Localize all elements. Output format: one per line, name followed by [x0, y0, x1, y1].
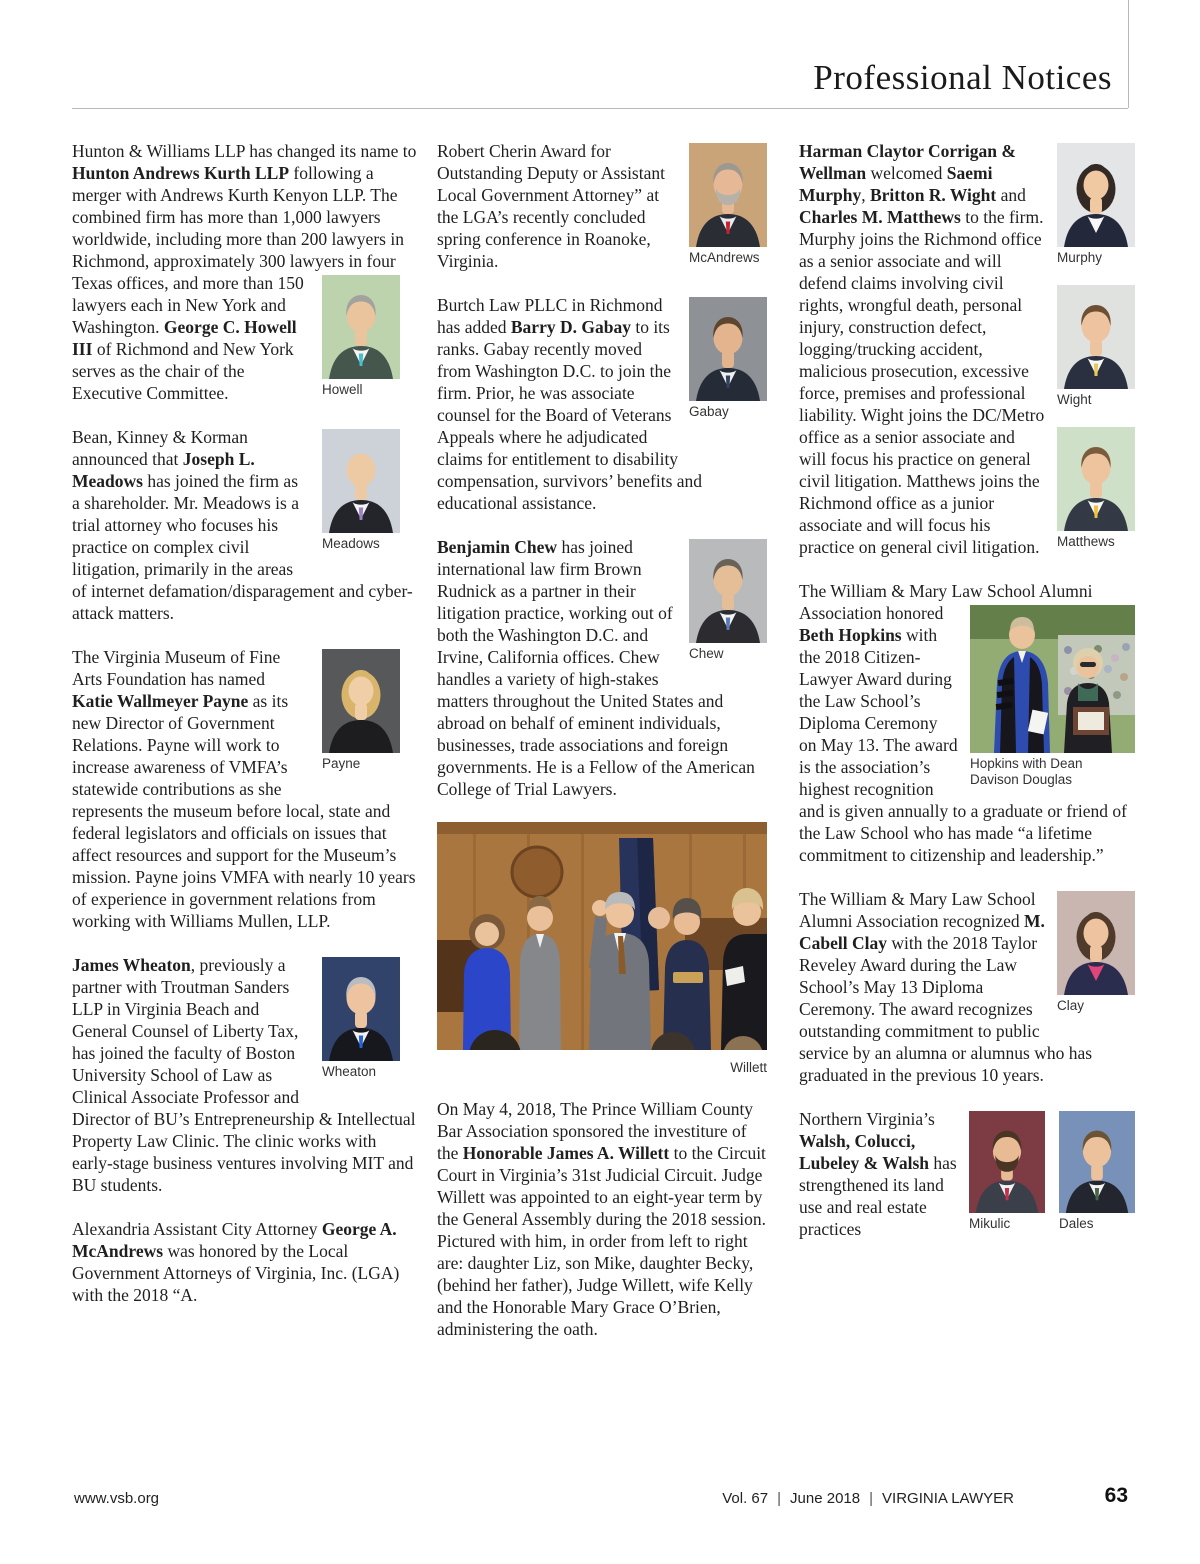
headshot-murphy — [1057, 143, 1135, 266]
headshot-photo-matthews — [1057, 427, 1135, 531]
person-name: Joseph L. Meadows — [72, 449, 255, 491]
person-name: Barry D. Gabay — [510, 317, 631, 337]
notice-text: with the 2018 Taylor Reveley Award during the Law School’s May 13 Diploma Ceremony. The award recognizes outstanding commitment to public service by an alumna or alumnus who has graduated in the previous 10 years. — [799, 933, 1093, 1085]
photo-caption: Gabay — [689, 404, 729, 419]
notice-text: of Richmond and New York serves as the chair of the Executive Committee. — [72, 339, 294, 403]
notice-text: , — [861, 185, 870, 205]
footer-separator: | — [777, 1490, 782, 1507]
headshot-photo-wight — [1057, 285, 1135, 389]
photo-caption: Mikulic — [969, 1216, 1011, 1231]
notice-text: The William & Mary Law School Alumni Association recognized — [799, 889, 1036, 931]
person-name: Katie Wallmeyer Payne — [72, 691, 249, 711]
page-title: Professional Notices — [813, 58, 1112, 97]
notice-paragraph — [72, 954, 420, 1196]
investiture-photo-block — [437, 822, 767, 1076]
notice-paragraph — [799, 580, 1135, 866]
person-name: Honorable James A. Willett — [462, 1143, 670, 1163]
person-name: Benjamin Chew — [437, 537, 558, 557]
photo-caption: Willett — [730, 1060, 767, 1075]
footer-meta — [722, 1490, 1014, 1507]
notice-text: with the 2018 Citizen-Lawyer Award during the Law School’s Diploma Ceremony on May 13. The award is the association’s highest recognition and is given annually to a graduate or friend of the Law School who has made “a lifetime commitment to citizenship and leadership.” — [799, 625, 1128, 865]
notice-text: welcomed — [866, 163, 947, 183]
notice-text: Bean, Kinney & Korman announced that — [72, 427, 248, 469]
headshot-photo-chew — [689, 539, 767, 643]
footer-volume: Vol. 67 — [722, 1490, 769, 1507]
notice-paragraph — [799, 140, 1135, 558]
investiture-photo — [437, 822, 767, 1055]
person-name: Hunton Andrews Kurth LLP — [72, 163, 290, 183]
notice-text: to its ranks. Gabay recently moved from Washington D.C. to join the firm. Prior, he was associate counsel for the Board of Veterans Appeals where he adjudicated claims for entitlement to disability compensation, survivors’ benefits and educational assistance. — [437, 317, 703, 513]
photo-caption: Wight — [1057, 392, 1092, 407]
header-vertical-rule — [1128, 0, 1129, 108]
notice-text: and — [996, 185, 1026, 205]
column-2 — [437, 140, 767, 1362]
footer-issue: June 2018 — [790, 1490, 861, 1507]
notice-paragraph — [437, 294, 767, 514]
photo-caption: Chew — [689, 646, 724, 661]
notice-text: has joined the firm as a shareholder. Mr. Meadows is a trial attorney who focuses his practice on complex civil litigation, primarily in the areas of internet defamation/disparagement and cyber-attack matters. — [72, 471, 413, 623]
person-name: George A. McAndrews — [72, 1219, 397, 1261]
notice-paragraph — [437, 140, 767, 272]
headshot-wheaton — [322, 957, 400, 1080]
photo-caption: Wheaton — [322, 1064, 377, 1079]
person-name: Harman Claytor Corrigan & Wellman — [799, 141, 1016, 183]
notice-text: Robert Cherin Award for Outstanding Deputy or Assistant Local Government Attorney” at the LGA’s recently concluded spring conference in Roanoke, Virginia. — [437, 141, 665, 271]
photo-caption: Dales — [1059, 1216, 1094, 1231]
notice-paragraph — [72, 646, 420, 932]
notice-text: The Virginia Museum of Fine Arts Foundation has named — [72, 647, 281, 689]
person-name: Beth Hopkins — [799, 625, 902, 645]
photo-caption: McAndrews — [689, 250, 760, 265]
person-name: Saemi Murphy — [799, 163, 993, 205]
headshot-mcandrews — [689, 143, 767, 266]
headshot-photo-mcandrews — [689, 143, 767, 247]
notice-text: following a merger with Andrews Kurth Kenyon LLP. The combined firm has more than 1,000 lawyers worldwide, including more than 200 lawyers in Richmond, approximately 300 lawyers in — [72, 163, 404, 271]
headshot-howell — [322, 275, 400, 398]
headshot-meadows — [322, 429, 400, 552]
photo-caption: Clay — [1057, 998, 1085, 1013]
photo-caption: Hopkins with Dean Davison Douglas — [970, 756, 1083, 787]
headshot-wight — [1057, 285, 1135, 408]
notice-text: Hunton & Williams LLP has changed its name to — [72, 141, 417, 161]
notice-text: , previously a partner with Troutman Sanders LLP in Virginia Beach and General Counsel of Liberty Tax, has joined the faculty of Boston University School of Law as Clinical Associate Professor and Director of BU’s Entrepreneurship & Intellectual Property Law Clinic. The clinic works with early-stage business ventures involving MIT and BU students. — [72, 955, 416, 1195]
person-name: James Wheaton — [72, 955, 191, 975]
graduation-photo-figure — [970, 605, 1135, 788]
notice-text: Northern Virginia’s — [799, 1109, 935, 1129]
footer-publication: VIRGINIA LAWYER — [882, 1490, 1014, 1507]
headshot-photo-dales — [1059, 1111, 1135, 1213]
notice-text: The William & Mary Law School Alumni Association honored — [799, 581, 1093, 623]
notice-paragraph — [437, 536, 767, 800]
photo-caption: Payne — [322, 756, 361, 771]
person-name: Walsh, Colucci, Lubeley & Walsh — [799, 1131, 929, 1173]
notice-paragraph — [72, 426, 420, 624]
headshot-mikulic — [969, 1111, 1045, 1232]
headshot-photo-gabay — [689, 297, 767, 401]
notice-text: was honored by the Local Government Attorneys of Virginia, Inc. (LGA) with the 2018 “A. — [72, 1241, 400, 1305]
photo-caption: Matthews — [1057, 534, 1115, 549]
headshot-photo-wheaton — [322, 957, 400, 1061]
notice-text: to the Circuit Court in Virginia’s 31st Judicial Circuit. Judge Willett was appointed to an eight-year term by the General Assembly during the 2018 session. Pictured with him, in order from left to right are: daughter Liz, son Mike, daughter Becky, (behind her father), Judge Willett, wife Kelly and the Honorable Mary Grace O’Brien, administering the oath. — [437, 1143, 767, 1339]
footer-website: www.vsb.org — [74, 1490, 160, 1507]
notice-paragraph — [799, 1108, 1135, 1240]
notice-text: has joined international law firm Brown Rudnick as a partner in their litigation practice, working out of both the Washington D.C. and Irvine, California offices. Chew handles a variety of high-stakes matters throughout the United States and abroad on behalf of eminent individuals, businesses, trade associations and foreign governments. He is a Fellow of the American College of Trial Lawyers. — [437, 537, 755, 799]
footer-separator: | — [869, 1490, 874, 1507]
headshot-photo-murphy — [1057, 143, 1135, 247]
headshot-photo-meadows — [322, 429, 400, 533]
headshot-gabay — [689, 297, 767, 420]
headshot-dales — [1059, 1111, 1135, 1232]
headshot-matthews — [1057, 427, 1135, 550]
notice-paragraph — [437, 1098, 767, 1340]
headshot-payne — [322, 649, 400, 772]
notice-text: Burtch Law PLLC in Richmond has added — [437, 295, 663, 337]
headshot-chew — [689, 539, 767, 662]
notice-text: trucking accident, malicious prosecution, excessive force, premises and professional liability. Wight joins the DC/Metro office as a senior associate and will focus his practice on general civil litigation. Matthews joins the Richmond office as a junior associate and will focus his practice on general civil litigation. — [799, 339, 1045, 557]
page-number: 63 — [1104, 1484, 1128, 1507]
notice-text: to the firm. — [960, 207, 1044, 227]
headshot-photo-payne — [322, 649, 400, 753]
headshot-photo-mikulic — [969, 1111, 1045, 1213]
notice-paragraph — [72, 140, 420, 404]
notice-text: has strengthened its land use and real estate practices — [799, 1153, 957, 1239]
headshot-photo-clay — [1057, 891, 1135, 995]
person-name: George C. Howell III — [72, 317, 297, 359]
notice-text: Alexandria Assistant City Attorney — [72, 1219, 322, 1239]
headshot-photo-howell — [322, 275, 400, 379]
person-name: Charles M. Matthews — [799, 207, 961, 227]
person-name: Britton R. Wight — [869, 185, 997, 205]
person-name: M. Cabell Clay — [799, 911, 1045, 953]
headshot-clay — [1057, 891, 1135, 1014]
photo-caption: Murphy — [1057, 250, 1103, 265]
notice-paragraph — [799, 888, 1135, 1086]
photo-caption: Meadows — [322, 536, 380, 551]
column-1 — [72, 140, 420, 1328]
photo-caption: Howell — [322, 382, 363, 397]
notice-paragraph — [72, 1218, 420, 1306]
notice-text: On May 4, 2018, The Prince William County Bar Association sponsored the investiture of the — [437, 1099, 754, 1163]
notice-text: Murphy joins the Richmond office as a senior associate and will defend claims involving civil rights, wrongful death, personal injury, construction defect, logging/ — [799, 229, 1042, 359]
notice-text: four Texas offices, and more than 150 lawyers each in New York and Washington. — [72, 251, 396, 337]
graduation-photo — [970, 605, 1135, 753]
notice-text: as its new Director of Government Relations. Payne will work to increase awareness of VMFA’s statewide contributions as she represents the museum before local, state and federal legislators and officials on issues that affect resources and support for the Museum’s mission. Payne joins VMFA with nearly 10 years of experience in government relations from working with Williams Mullen, LLP. — [72, 691, 416, 931]
header-rule — [72, 108, 1128, 109]
headshot-pair — [969, 1111, 1135, 1232]
column-3 — [799, 140, 1135, 1262]
